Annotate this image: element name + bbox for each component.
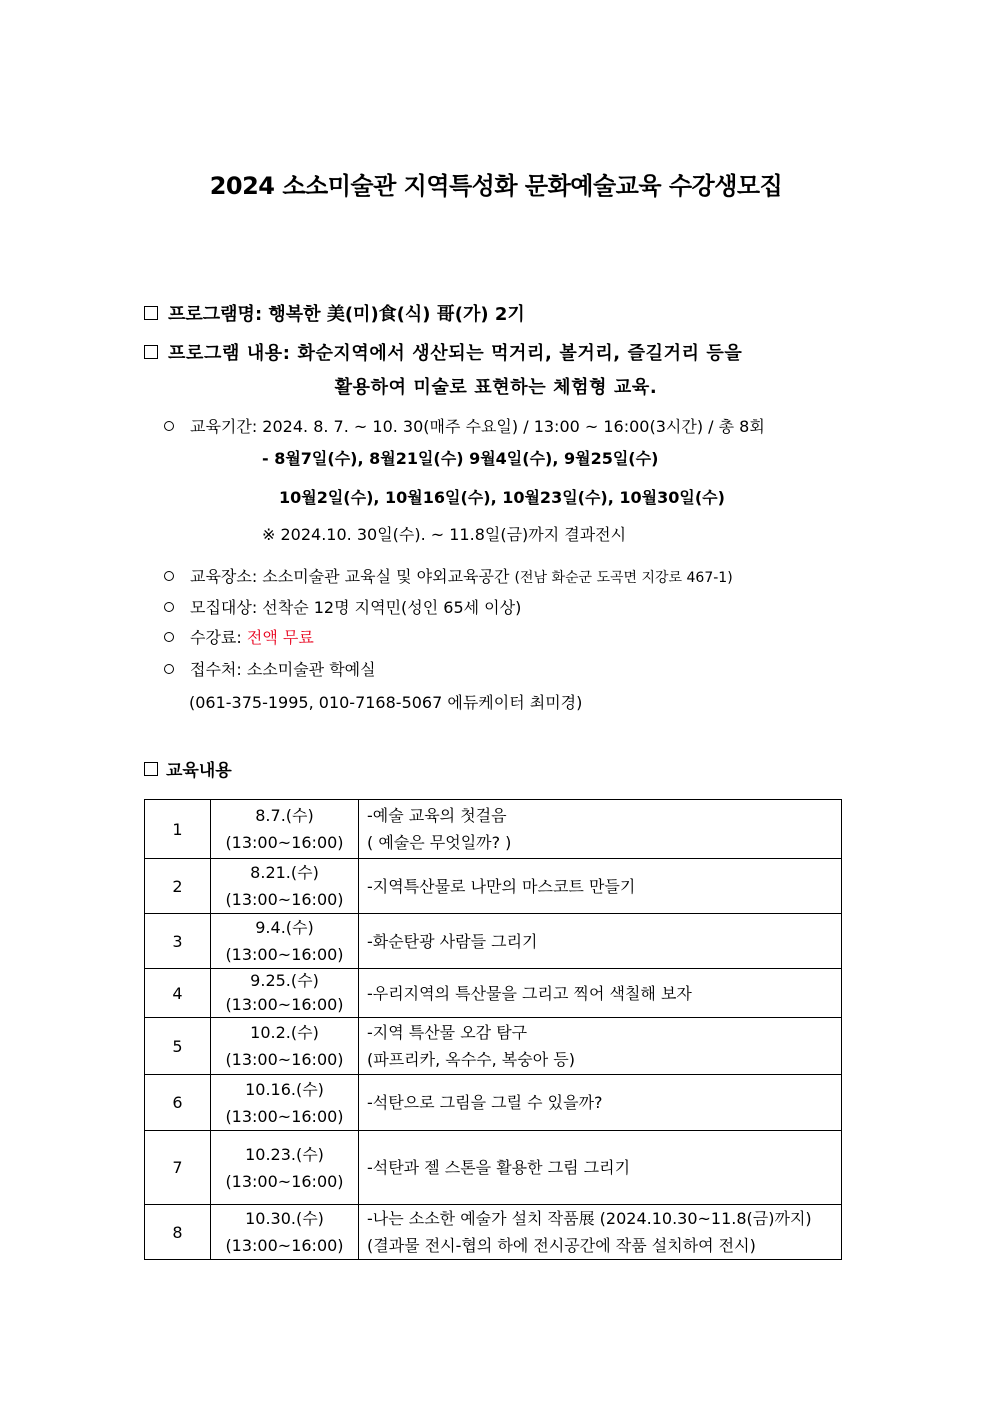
period: 교육기간: 2024. 8. 7. ~ 10. 30(매주 수요일) / 13:00 ~ 16:00(3시간) / 총 8회 — [190, 417, 765, 436]
table-row — [145, 1205, 842, 1260]
session-date: 8.7.(수) — [255, 806, 314, 825]
session-desc: -우리지역의 특산물을 그리고 찍어 색칠해 보자 — [367, 983, 692, 1003]
checkbox-square-icon — [144, 345, 158, 359]
bullet-circle-icon — [164, 571, 174, 581]
table-row — [145, 914, 842, 969]
session-date-cell — [211, 1075, 359, 1131]
session-date: 9.4.(수) — [255, 918, 314, 937]
session-date-cell — [211, 914, 359, 969]
place-label: 교육장소: 소소미술관 교육실 및 야외교육공간 — [190, 567, 510, 586]
session-desc: -화순탄광 사람들 그리기 — [367, 931, 538, 951]
session-time: (13:00~16:00) — [225, 1236, 344, 1255]
session-date: 9.25.(수) — [250, 971, 319, 990]
contact-label: 접수처: 소소미술관 학예실 — [190, 660, 376, 679]
fee-value: 전액 무료 — [246, 628, 314, 647]
session-time: (13:00~16:00) — [225, 833, 344, 852]
target-line — [164, 595, 521, 618]
program-content-line — [144, 339, 742, 365]
session-number: 3 — [145, 914, 211, 969]
session-desc: -석탄과 젤 스톤을 활용한 그림 그리기 — [367, 1158, 631, 1177]
checkbox-square-icon — [144, 762, 158, 776]
fee-label: 수강료: — [190, 628, 247, 647]
table-row — [145, 1075, 842, 1131]
session-number: 6 — [145, 1075, 211, 1131]
contact-detail: (061-375-1995, 010-7168-5067 에듀케이터 최미경) — [189, 693, 583, 712]
section-edu: 교육내용 — [166, 761, 232, 781]
session-date: 8.21.(수) — [250, 863, 319, 882]
session-desc: -지역특산물로 나만의 마스코트 만들기 — [367, 876, 636, 896]
session-desc: -지역 특산물 오감 탐구 — [367, 1023, 528, 1042]
page-title: 2024 소소미술관 지역특성화 문화예술교육 수강생모집 — [209, 172, 783, 200]
session-desc: -예술 교육의 첫걸음 — [367, 806, 507, 825]
session-desc-sub: (결과물 전시-협의 하에 전시공간에 작품 설치하여 전시) — [367, 1236, 756, 1255]
program-name: 프로그램명: 행복한 美(미)食(식) 哥(가) 2기 — [168, 304, 525, 325]
program-content-1: 프로그램 내용: 화순지역에서 생산되는 먹거리, 볼거리, 즐길거리 등을 — [168, 343, 743, 364]
program-content-2: 활용하여 미술로 표현하는 체험형 교육. — [334, 377, 658, 398]
session-desc-cell — [359, 800, 842, 859]
session-date: 10.23.(수) — [245, 1144, 324, 1164]
bullet-circle-icon — [164, 632, 174, 642]
bullet-circle-icon — [164, 602, 174, 612]
session-date-cell — [211, 1018, 359, 1075]
target: 모집대상: 선착순 12명 지역민(성인 65세 이상) — [190, 598, 522, 617]
place-line — [164, 564, 733, 587]
session-time: (13:00~16:00) — [225, 1050, 344, 1069]
session-date: 10.30.(수) — [245, 1209, 324, 1228]
session-number: 2 — [145, 859, 211, 914]
session-number: 5 — [145, 1018, 211, 1075]
dates-1: - 8월7일(수), 8월21일(수) 9월4일(수), 9월25일(수) — [262, 449, 659, 468]
session-time: (13:00~16:00) — [225, 1171, 344, 1191]
session-date-cell — [211, 969, 359, 1018]
table-row — [145, 1018, 842, 1075]
session-date-cell — [211, 1131, 359, 1205]
table-row — [145, 1131, 842, 1205]
curriculum-table — [144, 799, 842, 1260]
session-desc: -석탄으로 그림을 그릴 수 있을까? — [367, 1093, 603, 1112]
session-desc-cell — [359, 1131, 842, 1205]
session-date-cell — [211, 1205, 359, 1260]
session-time: (13:00~16:00) — [225, 995, 344, 1014]
table-row — [145, 800, 842, 859]
dates-2: 10월2일(수), 10월16일(수), 10월23일(수), 10월30일(수) — [279, 488, 725, 507]
place-address: (전남 화순군 도곡면 지강로 467-1) — [514, 570, 733, 586]
section-edu-line — [144, 756, 232, 781]
session-desc: -나는 소소한 예술가 설치 작품展 (2024.10.30~11.8(금)까지) — [367, 1209, 812, 1228]
session-date-cell — [211, 859, 359, 914]
session-date-cell — [211, 800, 359, 859]
session-desc-cell — [359, 914, 842, 969]
period-line — [164, 414, 765, 437]
session-date: 10.2.(수) — [250, 1023, 319, 1042]
session-time: (13:00~16:00) — [225, 945, 344, 964]
session-desc-cell — [359, 969, 842, 1018]
table-row — [145, 969, 842, 1018]
bullet-circle-icon — [164, 421, 174, 431]
session-time: (13:00~16:00) — [225, 890, 344, 909]
session-time: (13:00~16:00) — [225, 1106, 344, 1126]
session-number: 7 — [145, 1131, 211, 1205]
session-date: 10.16.(수) — [245, 1079, 324, 1099]
session-number: 4 — [145, 969, 211, 1018]
session-desc-cell — [359, 1075, 842, 1131]
session-desc-cell — [359, 1018, 842, 1075]
bullet-circle-icon — [164, 664, 174, 674]
session-desc-sub: ( 예술은 무엇일까? ) — [367, 833, 512, 852]
session-number: 8 — [145, 1205, 211, 1260]
exhibition-note: ※ 2024.10. 30일(수). ~ 11.8일(금)까지 결과전시 — [262, 525, 627, 544]
checkbox-square-icon — [144, 306, 158, 320]
session-desc-cell — [359, 1205, 842, 1260]
session-desc-sub: (파프리카, 옥수수, 복숭아 등) — [367, 1050, 575, 1069]
program-name-line — [144, 300, 525, 326]
session-desc-cell — [359, 859, 842, 914]
session-number: 1 — [145, 800, 211, 859]
table-row — [145, 859, 842, 914]
fee-line — [164, 625, 314, 648]
contact-line — [164, 657, 376, 680]
